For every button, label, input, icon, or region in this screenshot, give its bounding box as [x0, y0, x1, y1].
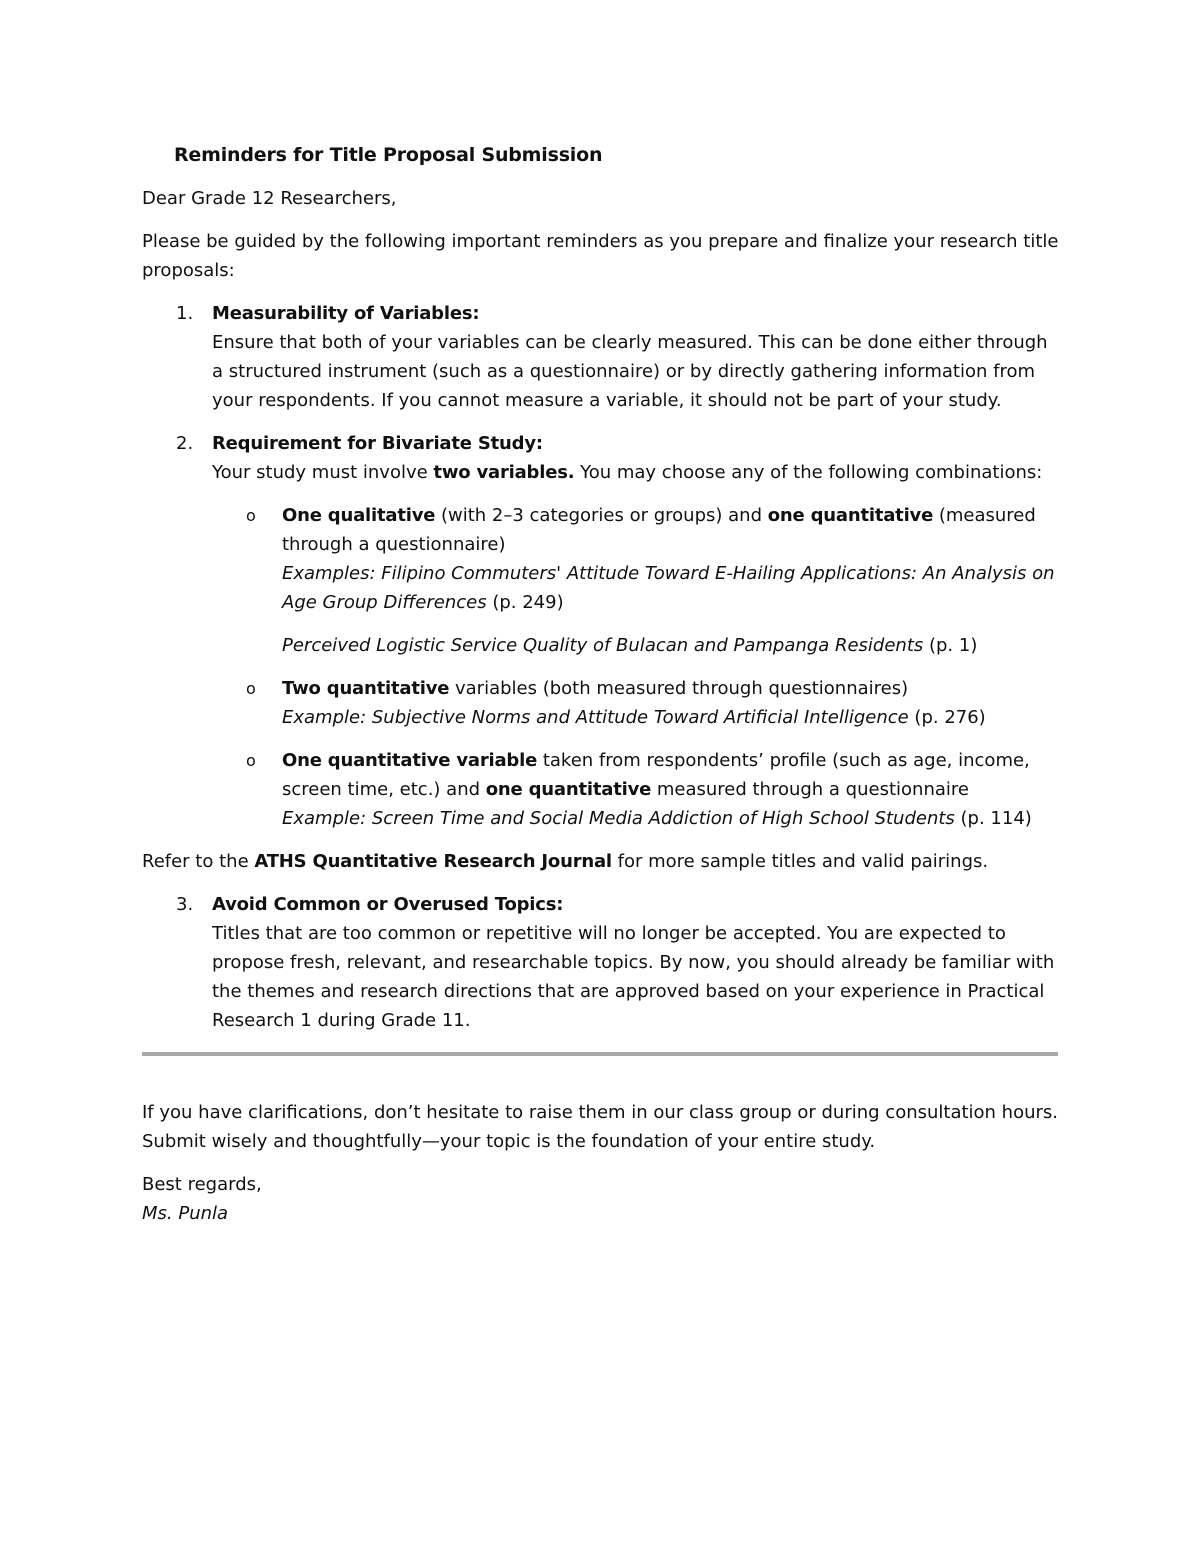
item-body: Ensure that both of your variables can be clearly measured. This can be done either through a structured instrument (such as a questionnaire) or by directly gathering information from your respondents. If you cannot measure a variable, it should not be part of your study. — [212, 332, 1048, 411]
closing-line-1: If you have clarifications, don’t hesitate to raise them in our class group or during consultation hours. — [142, 1102, 1059, 1123]
item-heading: Requirement for Bivariate Study: — [212, 433, 543, 454]
example-page: (p. 249) — [486, 592, 564, 613]
example-page: (p. 114) — [954, 808, 1032, 829]
signature — [142, 1199, 1082, 1228]
item-heading: Measurability of Variables: — [212, 303, 480, 324]
option-text — [282, 746, 1062, 804]
option-span: (with 2–3 categories or groups) and — [435, 505, 768, 526]
document-body — [142, 140, 1062, 1035]
intro-paragraph: Please be guided by the following important reminders as you prepare and finalize your research title proposals: — [142, 231, 1059, 281]
combination-option-1-example-2 — [142, 631, 1062, 660]
regards: Best regards, — [142, 1174, 262, 1195]
reminder-item-1 — [142, 299, 1062, 415]
example-title: Example: Screen Time and Social Media Addiction of High School Students — [282, 808, 955, 829]
option-span: taken from respondents’ profile (such as age, income, screen time, etc.) and — [282, 750, 1030, 800]
reminder-item-3 — [142, 890, 1062, 1035]
closing-line-2: Submit wisely and thoughtfully—your topic is the foundation of your entire study. — [142, 1131, 876, 1152]
option-example — [282, 804, 1062, 833]
combination-option-1 — [142, 501, 1062, 617]
example-title: Example: Subjective Norms and Attitude Toward Artificial Intelligence — [282, 707, 909, 728]
greeting: Dear Grade 12 Researchers, — [142, 188, 397, 209]
combination-option-2 — [142, 674, 1062, 732]
document-title: Reminders for Title Proposal Submission — [174, 144, 603, 166]
item-number: 2. — [176, 433, 194, 454]
option-bold: Two quantitative — [282, 678, 450, 699]
option-text — [282, 501, 1062, 559]
refer-text: for more sample titles and valid pairings. — [611, 851, 989, 872]
example-page: (p. 1) — [923, 635, 978, 656]
option-bold: one quantitative — [485, 779, 652, 800]
closing-section — [142, 1098, 1082, 1228]
item-body: Titles that are too common or repetitive will no longer be accepted. You are expected to propose fresh, relevant, and researchable topics. By now, you should already be familiar with the themes and research directions that are approved based on your experience in Practical Research 1 during Grade 11. — [212, 923, 1055, 1031]
item-body — [212, 458, 1062, 487]
body-bold-text: two variables. — [433, 462, 575, 483]
option-text — [282, 674, 1062, 703]
body-text: You may choose any of the following combinations: — [574, 462, 1043, 483]
body-text: Your study must involve — [212, 462, 434, 483]
example-title: Perceived Logistic Service Quality of Bulacan and Pampanga Residents — [282, 635, 924, 656]
option-bold: one quantitative — [767, 505, 934, 526]
bullet-icon: o — [246, 506, 256, 525]
refer-text: Refer to the — [142, 851, 255, 872]
item-number: 1. — [176, 303, 194, 324]
journal-name: ATHS Quantitative Research Journal — [254, 851, 612, 872]
option-span: (measured through a questionnaire) — [282, 505, 1036, 555]
option-span: variables (both measured through questionnaires) — [449, 678, 909, 699]
bullet-icon: o — [246, 679, 256, 698]
refer-paragraph — [142, 847, 1062, 876]
horizontal-divider — [142, 1052, 1058, 1056]
item-heading: Avoid Common or Overused Topics: — [212, 894, 564, 915]
option-bold: One quantitative variable — [282, 750, 538, 771]
example-title: Examples: Filipino Commuters' Attitude Toward E-Hailing Applications: An Analysis on Age Group Differences — [282, 563, 1055, 613]
option-span: measured through a questionnaire — [651, 779, 969, 800]
example-page: (p. 276) — [908, 707, 986, 728]
option-bold: One qualitative — [282, 505, 436, 526]
signature-name: Ms. Punla — [142, 1203, 229, 1224]
option-example — [282, 559, 1062, 617]
option-example — [282, 703, 1062, 732]
reminder-item-2 — [142, 429, 1062, 487]
bullet-icon: o — [246, 751, 256, 770]
combination-option-3 — [142, 746, 1062, 833]
item-number: 3. — [176, 894, 194, 915]
